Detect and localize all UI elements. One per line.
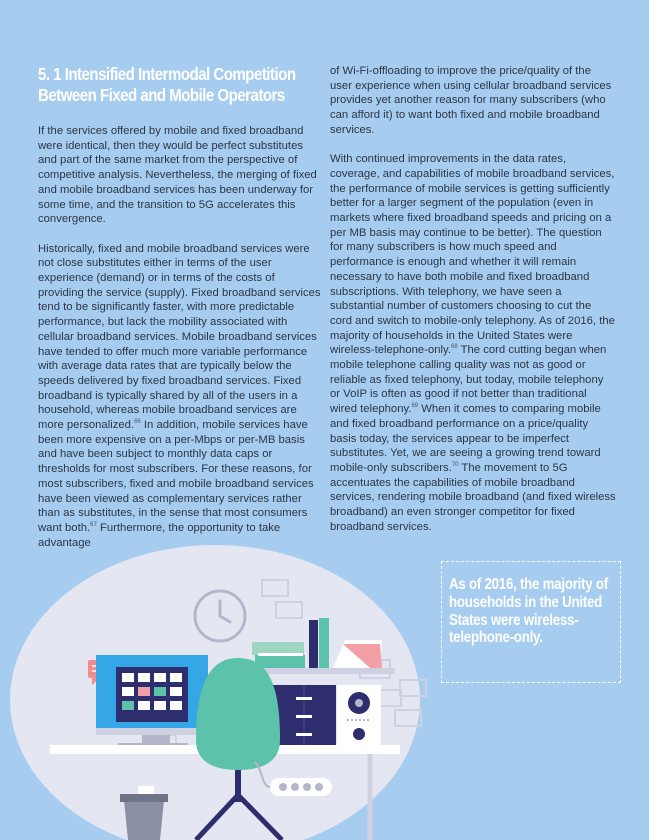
footnote-ref[interactable]: 70	[451, 462, 459, 469]
section-heading	[38, 64, 330, 106]
paragraph: If the services offered by mobile and fixed broadband were identical, then they would be perfect substitutes and part of the same market from the perspective of competitive analysis. Nevertheless, the merging of fixed and mobile broadband services has been underway for some time, and the transition to 5G accelerates this convergence.	[38, 125, 317, 226]
speaker-icon	[337, 685, 381, 747]
callout-text: As of 2016, the majority of households in the United States were wireless-telephone-only.	[449, 576, 608, 647]
left-column	[38, 124, 322, 565]
wall-shelf	[250, 668, 395, 674]
footnote-ref[interactable]: 67	[90, 522, 97, 529]
office-illustration	[0, 540, 649, 840]
paragraph: Historically, fixed and mobile broadband services were not close substitutes either in terms of the user experience (demand) or in terms of the costs of providing the service (supply). Fixed broadband services tend to be significantly faster, with more predictable performance, but lack the mobility associated with cellular broadband services. Mobile broadband services have tended to offer much more variable performance with average data rates that are typically below the speeds delivered by fixed broadband services. Fixed broadband is typically shared by all of the users in a household, whereas mobile broadband services are more personalized.$^{66}$ In addition, mobile services have been more expensive on a per-Mbps or per-MB basis and have been subject to monthly data caps or thresholds for most subscribers. For these reasons, for most subscribers, fixed and mobile broadband services have been viewed as complementary services rather than as substitutes, in the sense that most consumers want both.$^{67}$ Furthermore, the opportunity to take advantage	[38, 242, 321, 549]
trash-bin-icon	[120, 786, 168, 840]
right-column	[330, 64, 616, 549]
heading-line-1: 5. 1 Intensified Intermodal Competition	[38, 64, 296, 84]
wall-clock-icon	[195, 591, 245, 641]
footnote-ref[interactable]: 69	[411, 403, 419, 410]
paragraph: With continued improvements in the data rates, coverage, and capabilities of mobile broadband services, the performance of mobile services is getting sufficiently better for a larger segment of the population (even in markets where fixed broadband speeds and pricing on a per MB basis may continue to be better). The question for many subscribers is how much speed and performance is enough and whether it will remain necessary to have both mobile and fixed broadband subscriptions. With telephony, we have seen a substantial number of customers choosing to cut the cord and switch to mobile-only telephony. As of 2016, the majority of households in the United States were wireless-telephone-only.$^{68}$ The cord cutting began when mobile telephone calling quality was not as good or reliable as fixed telephony, but today, mobile telephony or VoIP is often as good if not better than traditional wired telephony.$^{69}$ When it comes to comparing mobile and fixed broadband performance on a price/quality basis today, the services appear to be imperfect substitutes. Yet, we are seeing a growing trend toward mobile-only subscribers.$^{70}$ The movement to 5G accentuates the capabilities of mobile broadband services, rendering mobile broadband (and fixed wireless broadband) an even stronger competitor for fixed broadband services.	[330, 153, 616, 533]
footnote-ref[interactable]: 68	[450, 344, 458, 351]
computer-monitor-icon	[96, 655, 208, 747]
footnote-ref[interactable]: 66	[134, 419, 141, 426]
heading-line-2: Between Fixed and Mobile Operators	[38, 85, 285, 105]
paragraph: of Wi-Fi-offloading to improve the price/quality of the user experience when using cellular broadband services provides yet another reason for many subscribers (who can afford it) to want both fixed and mobile broadband services.	[330, 65, 612, 136]
cabinet-icon	[272, 685, 336, 745]
